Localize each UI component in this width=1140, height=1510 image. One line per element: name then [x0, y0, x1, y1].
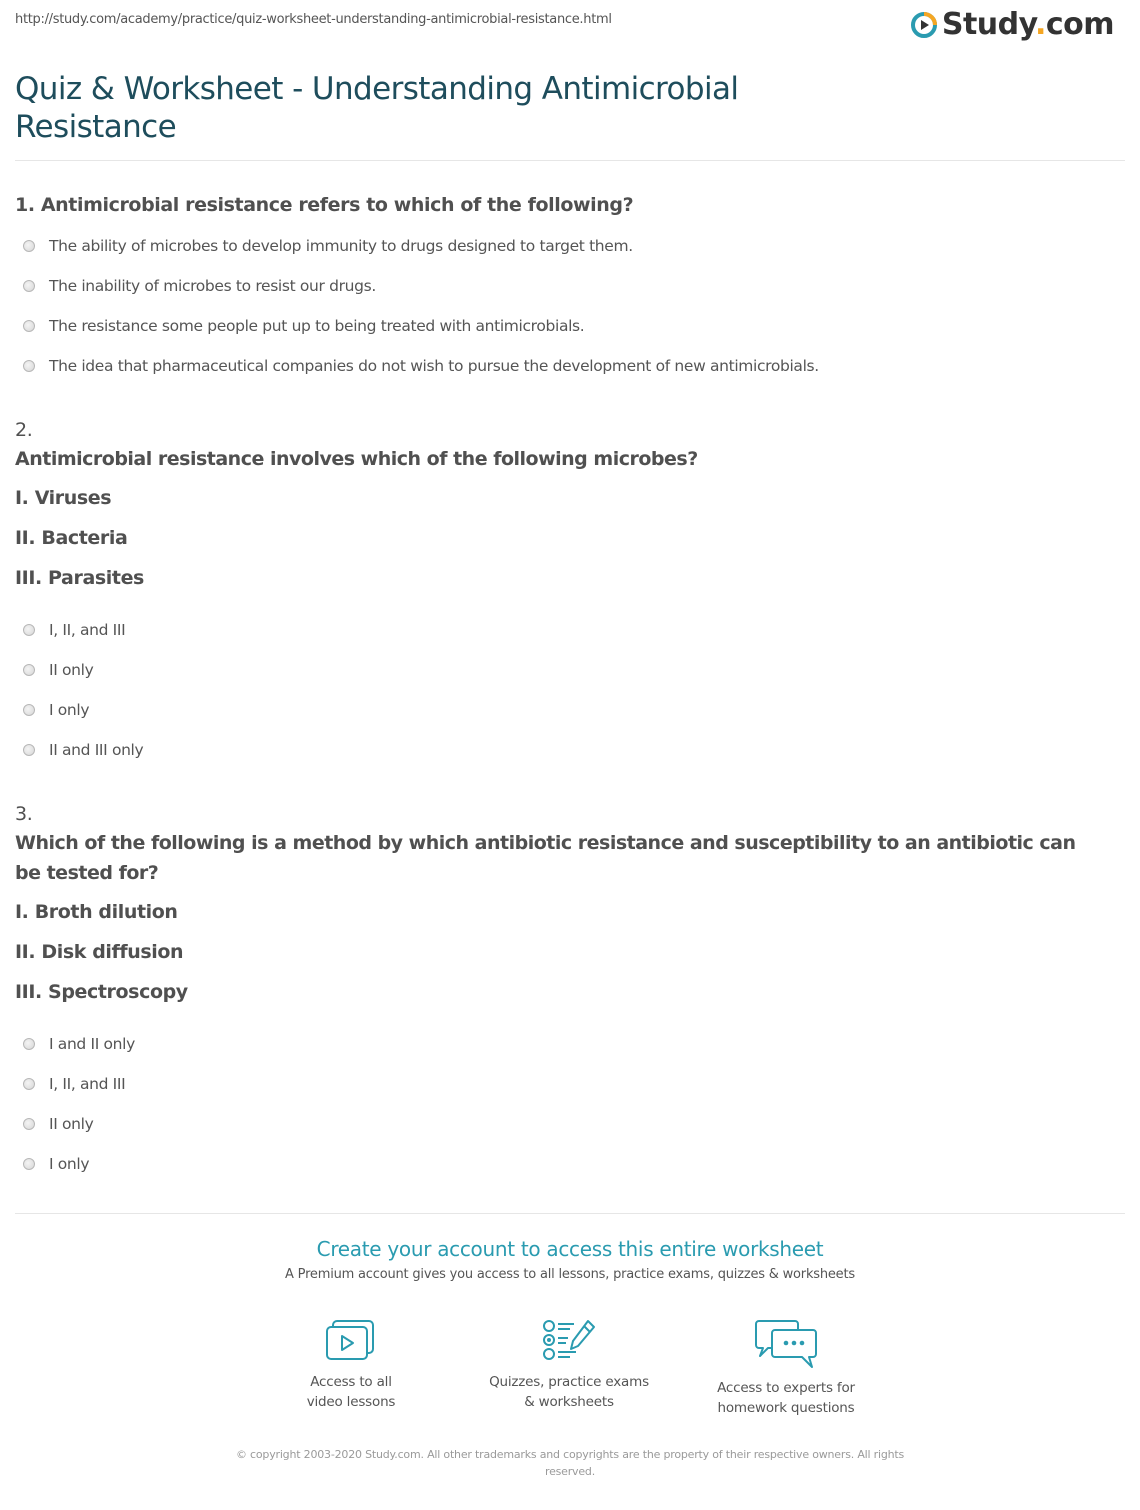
radio-button[interactable] [23, 360, 35, 372]
radio-button[interactable] [23, 1078, 35, 1090]
question-2-number: 2. [15, 419, 33, 441]
question-2-statement-3: III. Parasites [15, 567, 144, 589]
question-1-option-2[interactable]: The inability of microbes to resist our drugs. [23, 277, 376, 295]
question-3-number: 3. [15, 803, 33, 825]
question-3-statement-1: I. Broth dilution [15, 901, 178, 923]
question-2-statement-1: I. Viruses [15, 487, 112, 509]
copyright-footer: © copyright 2003-2020 Study.com. All other trademarks and copyrights are the property of their respective owners. All rights reserved. [235, 1448, 905, 1478]
feature-video-lessons [251, 1318, 451, 1412]
cta-divider [15, 1213, 1125, 1214]
question-3-text: Which of the following is a method by which antibiotic resistance and susceptibility to an antibiotic can be tested for? [15, 832, 1076, 884]
feature-line-2: video lessons [306, 1394, 396, 1410]
study-logo[interactable] [909, 8, 1114, 42]
question-1-option-1[interactable]: The ability of microbes to develop immunity to drugs designed to target them. [23, 237, 633, 255]
cta-subtitle: A Premium account gives you access to all lessons, practice exams, quizzes & worksheets [285, 1267, 855, 1282]
feature-experts [686, 1318, 886, 1418]
radio-button[interactable] [23, 704, 35, 716]
page-url: http://study.com/academy/practice/quiz-worksheet-understanding-antimicrobial-resistance.html [15, 12, 612, 27]
radio-button[interactable] [23, 624, 35, 636]
radio-button[interactable] [23, 280, 35, 292]
logo-wordmark: Study.com [941, 7, 1114, 42]
radio-button[interactable] [23, 1118, 35, 1130]
radio-button[interactable] [23, 1158, 35, 1170]
question-3-statement-2: II. Disk diffusion [15, 941, 184, 963]
radio-button[interactable] [23, 664, 35, 676]
question-2-option-2[interactable]: II only [23, 661, 93, 679]
question-3-option-2[interactable]: I, II, and III [23, 1075, 125, 1093]
question-1-option-3[interactable]: The resistance some people put up to being treated with antimicrobials. [23, 317, 584, 335]
question-2-statement-2: II. Bacteria [15, 527, 128, 549]
question-2-text: Antimicrobial resistance involves which of the following microbes? [15, 448, 698, 470]
question-1-heading: 1. Antimicrobial resistance refers to which of the following? [15, 194, 634, 216]
question-1-option-4[interactable]: The idea that pharmaceutical companies do not wish to pursue the development of new antimicrobials. [23, 357, 819, 375]
radio-button[interactable] [23, 240, 35, 252]
question-3-option-1[interactable]: I and II only [23, 1035, 135, 1053]
chat-bubbles-icon [754, 1318, 818, 1370]
question-3-statement-3: III. Spectroscopy [15, 981, 188, 1003]
feature-line-2: & worksheets [524, 1394, 614, 1410]
feature-line-1: Quizzes, practice exams [489, 1374, 649, 1390]
page-title: Quiz & Worksheet - Understanding Antimicrobial Resistance [15, 71, 739, 145]
radio-button[interactable] [23, 320, 35, 332]
video-lessons-icon [324, 1318, 378, 1364]
radio-button[interactable] [23, 1038, 35, 1050]
radio-button[interactable] [23, 744, 35, 756]
feature-line-1: Access to experts for [717, 1380, 855, 1396]
feature-quizzes [469, 1318, 669, 1412]
feature-line-2: homework questions [717, 1400, 855, 1416]
title-divider [15, 160, 1125, 161]
feature-line-1: Access to all [310, 1374, 392, 1390]
play-circle-logo-icon [909, 10, 939, 40]
question-3-option-4[interactable]: I only [23, 1155, 89, 1173]
cta-title-link[interactable]: Create your account to access this entire worksheet [316, 1237, 824, 1261]
question-3-option-3[interactable]: II only [23, 1115, 93, 1133]
question-2-option-3[interactable]: I only [23, 701, 89, 719]
question-2-option-4[interactable]: II and III only [23, 741, 143, 759]
question-2-option-1[interactable]: I, II, and III [23, 621, 125, 639]
quiz-checklist-icon [540, 1318, 598, 1364]
